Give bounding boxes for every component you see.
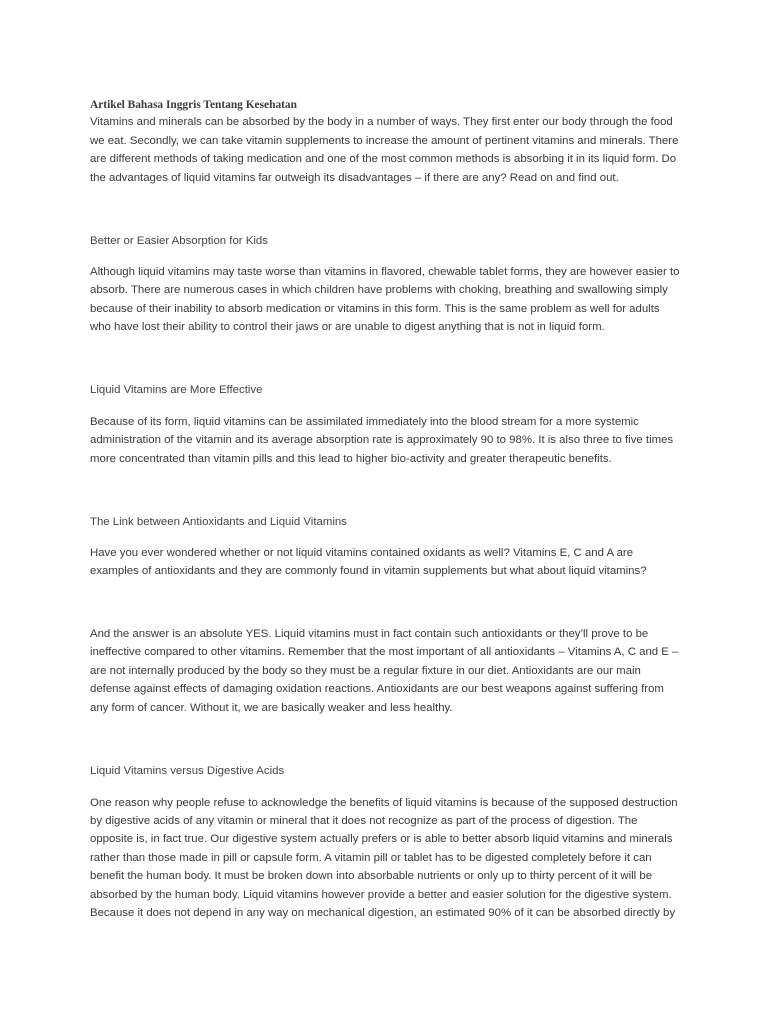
section-heading: Better or Easier Absorption for Kids xyxy=(90,235,268,247)
paragraph-line: ineffective compared to other vitamins. Remember that the most important of all antioxidants – Vitamins A, C and E – xyxy=(90,646,679,658)
intro-line: the advantages of liquid vitamins far outweigh its disadvantages – if there are any? Read on and find out. xyxy=(90,172,619,184)
paragraph-line: Have you ever wondered whether or not liquid vitamins contained oxidants as well? Vitamins E, C and A are xyxy=(90,547,634,559)
paragraph-line: Although liquid vitamins may taste worse than vitamins in flavored, chewable tablet forms, they are however easier to xyxy=(90,266,680,278)
paragraph-line: are not internally produced by the body so they must be a regular fixture in our diet. Antioxidants are our main xyxy=(90,665,641,677)
paragraph-line: benefit the human body. It must be broken down into absorbable nutrients or only up to thirty percent of it will be xyxy=(90,870,653,882)
paragraph-line: rather than those made in pill or capsule form. A vitamin pill or tablet has to be digested completely before it can xyxy=(90,852,652,864)
paragraph-line: because of their inability to absorb medication or vitamins in this form. This is the same problem as well for adults xyxy=(90,303,660,315)
paragraph-line: more concentrated than vitamin pills and this lead to higher bio-activity and greater therapeutic benefits. xyxy=(90,453,612,465)
paragraph-line: absorb. There are numerous cases in which children have problems with choking, breathing and swallowing simply xyxy=(90,284,668,296)
paragraph-line: Because of its form, liquid vitamins can be assimilated immediately into the blood stream for a more systemic xyxy=(90,416,639,428)
paragraph-line: Because it does not depend in any way on mechanical digestion, an estimated 90% of it can be absorbed directly by xyxy=(90,907,676,919)
paragraph-line: administration of the vitamin and its average absorption rate is approximately 90 to 98%. It is also three to five times xyxy=(90,434,674,446)
article-title: Artikel Bahasa Inggris Tentang Kesehatan xyxy=(90,99,297,111)
paragraph-line: And the answer is an absolute YES. Liquid vitamins must in fact contain such antioxidants or they’ll prove to be xyxy=(90,628,649,640)
intro-line: we eat. Secondly, we can take vitamin supplements to increase the amount of pertinent vitamins and minerals. There xyxy=(90,135,679,147)
paragraph-line: absorbed by the human body. Liquid vitamins however provide a better and easier solution for the digestive system. xyxy=(90,889,672,901)
paragraph-line: by digestive acids of any vitamin or mineral that it does not recognize as part of the process of digestion. The xyxy=(90,815,638,827)
intro-line: are different methods of taking medication and one of the most common methods is absorbing it in its liquid form. Do xyxy=(90,153,677,165)
intro-line: Vitamins and minerals can be absorbed by the body in a number of ways. They first enter our body through the food xyxy=(90,116,673,128)
paragraph-line: who have lost their ability to control their jaws or are unable to digest anything that is not in liquid form. xyxy=(90,321,605,333)
paragraph-line: examples of antioxidants and they are commonly found in vitamin supplements but what about liquid vitamins? xyxy=(90,565,647,577)
paragraph-line: defense against effects of damaging oxidation reactions. Antioxidants are our best weapons against suffering from xyxy=(90,683,664,695)
paragraph-line: any form of cancer. Without it, we are basically weaker and less healthy. xyxy=(90,702,453,714)
section-heading: Liquid Vitamins versus Digestive Acids xyxy=(90,765,285,777)
paragraph-line: opposite is, in fact true. Our digestive system actually prefers or is able to better absorb liquid vitamins and minerals xyxy=(90,833,673,845)
paragraph-line: One reason why people refuse to acknowledge the benefits of liquid vitamins is because of the supposed destruction xyxy=(90,797,678,809)
section-heading: Liquid Vitamins are More Effective xyxy=(90,384,263,396)
section-heading: The Link between Antioxidants and Liquid Vitamins xyxy=(90,516,347,528)
